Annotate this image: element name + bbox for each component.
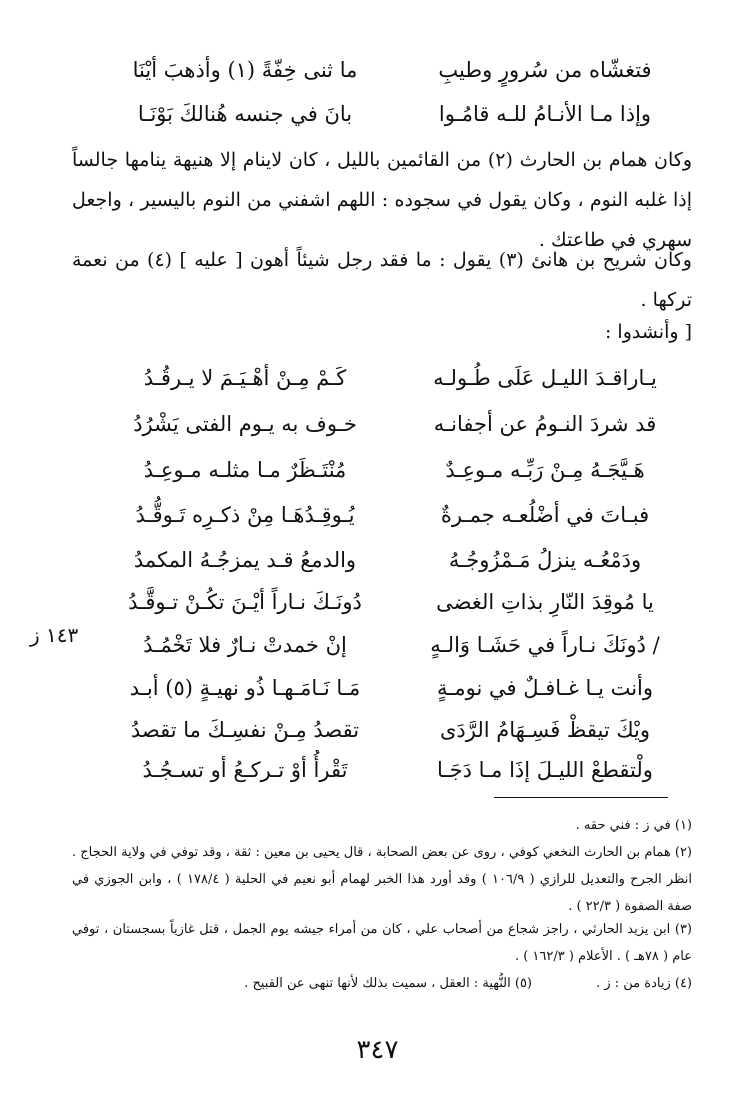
poem-line (0, 625, 755, 665)
verse-second-hemistich: مُنْتَـظَرٌ مـا مثلـه مـوعِـدُ (143, 458, 347, 482)
verse-first-hemistich: يـاراقـدَ الليـل عَلَى طُـولـه (433, 366, 657, 390)
poem-line (0, 710, 755, 750)
verse-first-hemistich: فبـاتَ في أضْلُعـه جمـرةٌ (440, 503, 650, 527)
footnote: (٥) النُّهية : العقل ، سميت بذلك لأنها تنهى عن القبيح . (244, 976, 532, 991)
poem-line (0, 450, 755, 490)
verse-first-hemistich: وأنت يـا غـافـلٌ في نومـةٍ (436, 676, 654, 700)
verse-first-hemistich: قد شردَ النـومُ عن أجفانـه (433, 412, 657, 436)
verse-second-hemistich: تَقْرأُ أوْ تـركـعُ أو تسـجُـدُ (142, 758, 348, 782)
poem-line (0, 750, 755, 790)
poem-line (0, 582, 755, 622)
verse-second-hemistich: تقصدُ مِـنْ نفسِـكَ ما تقصدُ (130, 718, 360, 742)
verse-first-hemistich: ولْتقطعْ الليـلَ إذَا مـا دَجَـا (437, 758, 653, 782)
verse-first-hemistich: ودَمْعُـه ينزلُ مَـمْزُوجُـهُ (448, 548, 642, 572)
verse-second-hemistich: مَـا نَـامَـهـا ذُو نهيـةٍ (٥) أبـد (129, 676, 361, 700)
footnote: (٢) همام بن الحارث النخعي كوفي ، روى عن بعض الصحابة ، قال يحيى بن معين : ثقة ، وقد توفي في ولاية الحجاج . انظر الجرح والتعديل للرازي ( ١٠٦/٩ ) وقد أورد هذا الخبر لهمام أبو نعيم في الحلية ( ١٧٨/٤ ) ، وابن الجوزي في صفة الصفوة ( ٢٢/٣ ) . (72, 845, 692, 914)
footnote-row (72, 970, 692, 997)
verse-second-hemistich: كَـمْ مِـنْ أهْـيَـمَ لا يـرقُـدُ (143, 366, 347, 390)
verse-second-hemistich: دُونَـكَ نـاراً أيْـنَ تكُـنْ تـوقَّـدُ (128, 590, 362, 614)
paragraph-shurayh: وكان شريح بن هانئ (٣) يقول : ما فقد رجل شيئاً أهون [ عليه ] (٤) من نعمة تركها . (72, 249, 692, 311)
footnote-divider (494, 797, 668, 798)
verse-first-hemistich: يا مُوقِدَ النّارِ بذاتِ الغضى (436, 590, 654, 614)
poem-line (0, 540, 755, 580)
footnote: (٣) ابن يزيد الحارثي ، راجز شجاع من أصحاب علي ، كان من أمراء جيشه يوم الجمل ، قتل غازياً بسجستان ، توفي عام ( ٧٨هـ ) . الأعلام ( ١٦٢/٣ ) . (72, 922, 692, 964)
manuscript-folio-marker: ١٤٣ ز (30, 623, 79, 647)
poem-line (0, 668, 755, 708)
verse-second-hemistich: والدمعُ قـد يمزجُـهُ المكمدُ (133, 548, 357, 572)
footnote: (١) في ز : فني حقه . (575, 818, 692, 833)
verse-first-hemistich: فتغشّاه من سُرورٍ وطيبِ (438, 58, 652, 82)
verse-second-hemistich: بانَ في جنسه هُنالكَ بَوْنَـا (137, 102, 353, 126)
verse-first-hemistich: / دُونَكَ نـاراً في حَشَـا وَالـهٍ (430, 633, 660, 657)
verse-second-hemistich: يُـوقِـدُهَـا مِنْ ذكـرِه تَـوقُّـدُ (135, 503, 355, 527)
poem-line (0, 495, 755, 535)
verse-line (0, 50, 755, 90)
verse-first-hemistich: هَـيَّجَـهُ مِـنْ رَبِّـه مـوعِـدٌ (445, 458, 645, 482)
paragraph-hammam: وكان همام بن الحارث (٢) من القائمين بالليل ، كان لاينام إلا هنيهة ينامها جالساً إذا غلبه النوم ، وكان يقول في سجوده : اللهم اشفني من النوم باليسير ، واجعل سهري في طاعتك . (72, 149, 693, 251)
poem-heading: [ وأنشدوا : (604, 321, 692, 343)
verse-line (0, 94, 755, 134)
poem-line (0, 404, 755, 444)
page-number: ٣٤٧ (356, 1035, 399, 1065)
verse-second-hemistich: ما ثنى خِفّةً (١) وأذهبَ أيْنَا (132, 58, 358, 82)
footnote: (٤) زيادة من : ز . (596, 976, 692, 991)
verse-second-hemistich: إنْ خمدتْ نـارٌ فلا تَخْمُـدُ (143, 633, 347, 657)
verse-first-hemistich: وإذا مـا الأنـامُ للـه قامُـوا (438, 102, 652, 126)
poem-line (0, 358, 755, 398)
verse-second-hemistich: خـوف به يـوم الفتى يَشْرُدُ (133, 412, 357, 436)
verse-first-hemistich: ويْكَ تيقظْ فَسِـهَامُ الرَّدَى (439, 718, 651, 742)
